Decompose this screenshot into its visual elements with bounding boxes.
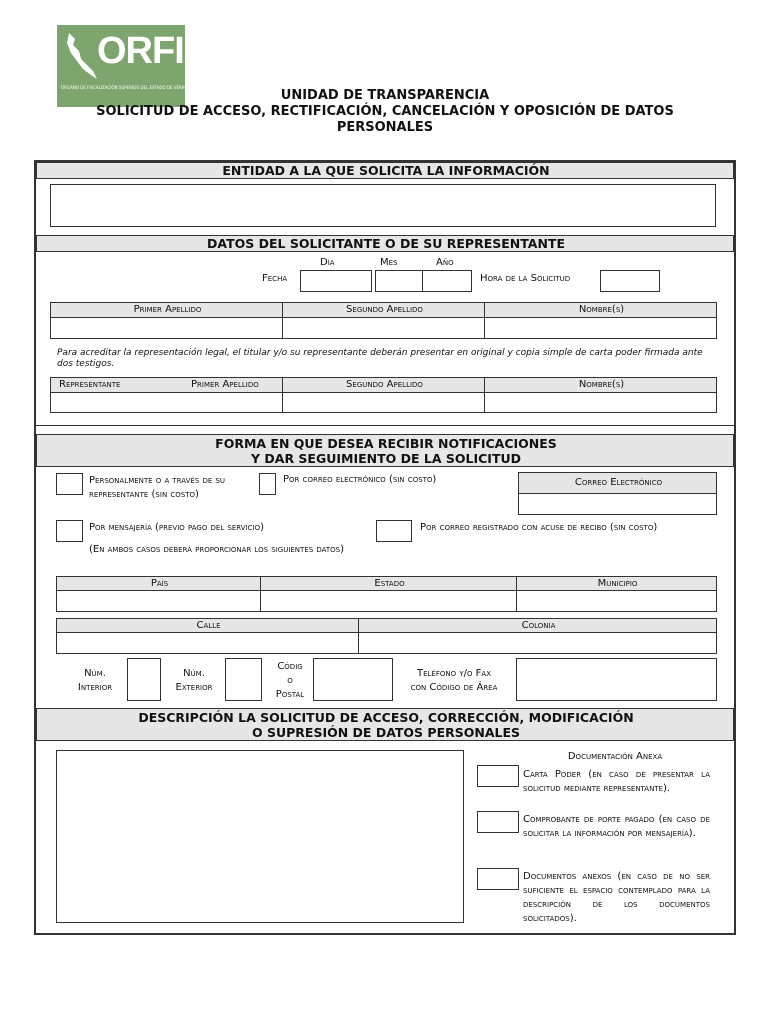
label-personal: Personalmente o a través de su representante (sin costo) — [89, 475, 226, 500]
hdr-municipio — [516, 576, 717, 591]
section-title-desc-1: DESCRIPCIÓN LA SOLICITUD DE ACCESO, CORRECCIÓN, MODIFICACIÓN — [138, 710, 634, 725]
hdr-rep-nombres — [484, 377, 717, 393]
veracruz-map-icon — [63, 31, 99, 81]
label-pais: País — [150, 578, 169, 589]
checkbox-personal[interactable] — [56, 473, 83, 495]
label-correo-e: Por correo electrónico (sin costo) — [283, 474, 437, 485]
label-num-ext-1: Núm. — [183, 668, 205, 679]
nota-representacion: Para acreditar la representación legal, el titular y/o su representante deberán presentar en original y copia simple de carta poder firmada ante dos testigos. — [57, 348, 703, 369]
calle-input[interactable] — [56, 632, 359, 654]
label-documentos: Documentos anexos (en caso de no ser suficiente el espacio contemplado para la descripción de los documentos solicitados). — [523, 871, 710, 924]
correo-electronico-input[interactable] — [518, 493, 717, 515]
checkbox-carta-poder[interactable] — [477, 765, 519, 787]
logo-subtext: ÓRGANO DE FISCALIZACIÓN SUPERIOR DEL ESTADO DE VERACRUZ — [61, 85, 196, 90]
num-exterior-input[interactable] — [225, 658, 262, 701]
title-line3: PERSONALES — [336, 120, 434, 135]
title-line1: UNIDAD DE TRANSPARENCIA — [280, 88, 490, 103]
hdr-pais — [56, 576, 261, 591]
label-segundo-apellido: Segundo Apellido — [346, 304, 423, 315]
label-num-int-2: Interior — [77, 682, 113, 693]
label-nombres: Nombre(s) — [578, 304, 625, 315]
label-anio: Año — [436, 257, 454, 268]
label-colonia: Colonia — [521, 620, 556, 631]
mes-input[interactable] — [375, 270, 423, 292]
label-rep-nombres: Nombre(s) — [578, 379, 625, 390]
label-mensajeria: Por mensajería (previo pago del servicio) — [89, 522, 264, 533]
label-primer-apellido: Primer Apellido — [133, 304, 202, 315]
municipio-input[interactable] — [516, 590, 717, 612]
section-title-entidad: ENTIDAD A LA QUE SOLICITA LA INFORMACIÓN — [222, 163, 550, 178]
label-carta-poder: Carta Poder (en caso de presentar la solicitud mediante representante). — [523, 769, 710, 794]
rep-primer-apellido-input[interactable] — [50, 392, 283, 413]
hora-input[interactable] — [600, 270, 660, 292]
hdr-segundo-apellido — [282, 302, 485, 318]
label-num-int-1: Núm. — [84, 668, 106, 679]
anio-input[interactable] — [422, 270, 472, 292]
label-estado: Estado — [374, 578, 405, 589]
divider — [36, 425, 734, 426]
primer-apellido-input[interactable] — [50, 317, 283, 339]
section-title-forma-1: FORMA EN QUE DESEA RECIBIR NOTIFICACIONES — [215, 436, 557, 451]
label-representante: Representante — [59, 379, 121, 390]
label-municipio: Municipio — [597, 578, 638, 589]
section-header-descripcion — [36, 708, 734, 741]
section-header-entidad — [36, 162, 734, 179]
telefono-input[interactable] — [516, 658, 717, 701]
label-dia: Día — [320, 257, 335, 268]
logo-text: ORFIS — [97, 30, 209, 72]
label-rep-segundo-apellido: Segundo Apellido — [346, 379, 423, 390]
section-header-datos — [36, 235, 734, 252]
label-doc-anexa: Documentación Anexa — [567, 751, 663, 762]
checkbox-mensajeria[interactable] — [56, 520, 83, 542]
label-cp-2: o — [287, 675, 293, 686]
label-hora: Hora de la Solicitud — [480, 273, 571, 284]
label-cp-1: Códig — [277, 661, 303, 672]
pais-input[interactable] — [56, 590, 261, 612]
label-fecha: Fecha — [262, 273, 288, 284]
label-comprobante: Comprobante de porte pagado (en caso de solicitar la información por mensajería). — [523, 814, 710, 839]
dia-input[interactable] — [300, 270, 372, 292]
label-correo-electronico: Correo Electrónico — [574, 477, 663, 488]
hdr-nombres — [484, 302, 717, 318]
title-line2: SOLICITUD DE ACCESO, RECTIFICACIÓN, CANCELACIÓN Y OPOSICIÓN DE DATOS — [96, 104, 674, 119]
codigo-postal-input[interactable] — [313, 658, 393, 701]
segundo-apellido-input[interactable] — [282, 317, 485, 339]
label-tel-2: con Código de Área — [410, 682, 498, 693]
rep-segundo-apellido-input[interactable] — [282, 392, 485, 413]
checkbox-correo-e[interactable] — [259, 473, 276, 495]
rep-nombres-input[interactable] — [484, 392, 717, 413]
nota-ambos: (En ambos casos deberá proporcionar los siguientes datos) — [89, 544, 345, 555]
label-registrado: Por correo registrado con acuse de recibo (sin costo) — [420, 522, 658, 533]
hdr-rep-segundo-apellido — [282, 377, 485, 393]
hdr-calle — [56, 618, 359, 633]
hdr-primer-apellido — [50, 302, 283, 318]
section-title-forma-2: Y DAR SEGUIMIENTO DE LA SOLICITUD — [250, 451, 521, 466]
colonia-input[interactable] — [358, 632, 717, 654]
label-mes: Mes — [380, 257, 398, 268]
num-interior-input[interactable] — [127, 658, 161, 701]
estado-input[interactable] — [260, 590, 517, 612]
hdr-representante — [50, 377, 283, 393]
checkbox-comprobante[interactable] — [477, 811, 519, 833]
label-tel-1: Teléfono y/o Fax — [417, 668, 491, 679]
checkbox-registrado[interactable] — [376, 520, 412, 542]
label-num-ext-2: Exterior — [175, 682, 213, 693]
section-title-datos: DATOS DEL SOLICITANTE O DE SU REPRESENTANTE — [207, 236, 565, 251]
label-rep-primer-apellido: Primer Apellido — [191, 379, 259, 390]
checkbox-documentos[interactable] — [477, 868, 519, 890]
hdr-correo-electronico — [518, 472, 717, 494]
section-header-forma — [36, 434, 734, 467]
hdr-estado — [260, 576, 517, 591]
hdr-colonia — [358, 618, 717, 633]
descripcion-textarea[interactable] — [56, 750, 464, 923]
label-calle: Calle — [196, 620, 221, 631]
label-cp-3: Postal — [275, 689, 305, 700]
nombres-input[interactable] — [484, 317, 717, 339]
section-title-desc-2: O SUPRESIÓN DE DATOS PERSONALES — [252, 725, 520, 740]
entidad-input[interactable] — [50, 184, 716, 227]
